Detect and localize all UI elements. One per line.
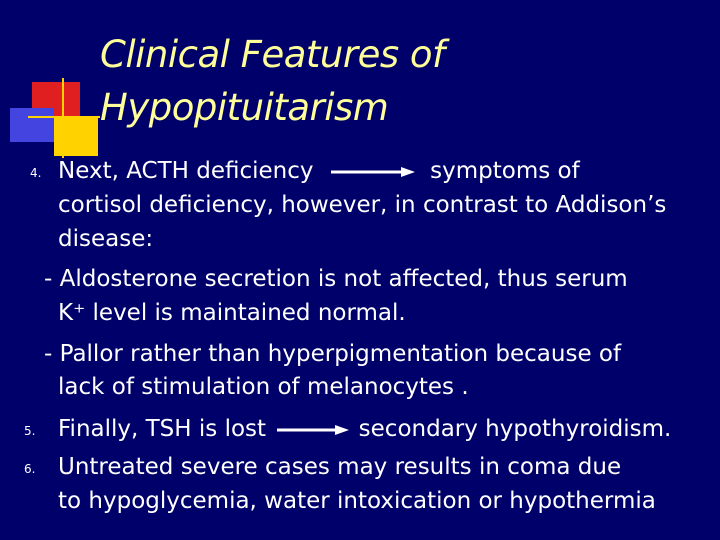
right-arrow-icon <box>329 165 417 179</box>
item-4-line-1 <box>58 156 580 186</box>
item-5-after-arrow: secondary hypothyroidism. <box>358 416 672 442</box>
item-4-line-3: disease: <box>58 226 154 252</box>
item-6-number: 6. <box>24 462 36 476</box>
item-6-line-1: Untreated severe cases may results in coma due <box>58 454 622 480</box>
item-5-line-1 <box>58 414 671 444</box>
decor-yellow-square <box>54 118 98 156</box>
item-4-sub-2-line-2: lack of stimulation of melanocytes . <box>58 374 469 400</box>
item-4-number: 4. <box>30 166 42 180</box>
decor-horizontal-line <box>28 116 100 118</box>
item-4-sub-1-line-1: - Aldosterone secretion is not affected, thus serum <box>44 266 628 292</box>
item-5-before-arrow: Finally, TSH is lost <box>58 416 267 442</box>
item-4-line-2: cortisol deficiency, however, in contrast to Addison’s <box>58 192 667 218</box>
item-4-sub-2-line-1: - Pallor rather than hyperpigmentation because of <box>44 341 622 367</box>
item-4-sub-1-line-2: K⁺ level is maintained normal. <box>58 300 406 326</box>
slide-title <box>100 28 445 134</box>
title-line-1: Clinical Features of <box>100 33 445 76</box>
decor-blue-square <box>10 108 54 142</box>
title-line-2: Hypopituitarism <box>100 86 389 129</box>
item-6-line-2: to hypoglycemia, water intoxication or hypothermia <box>58 488 656 514</box>
right-arrow-icon <box>275 423 351 437</box>
item-5-number: 5. <box>24 424 36 438</box>
item-4-intro-after-arrow: symptoms of <box>430 158 580 184</box>
item-4-intro-before-arrow: Next, ACTH deficiency <box>58 158 314 184</box>
decor-vertical-line <box>62 78 64 158</box>
